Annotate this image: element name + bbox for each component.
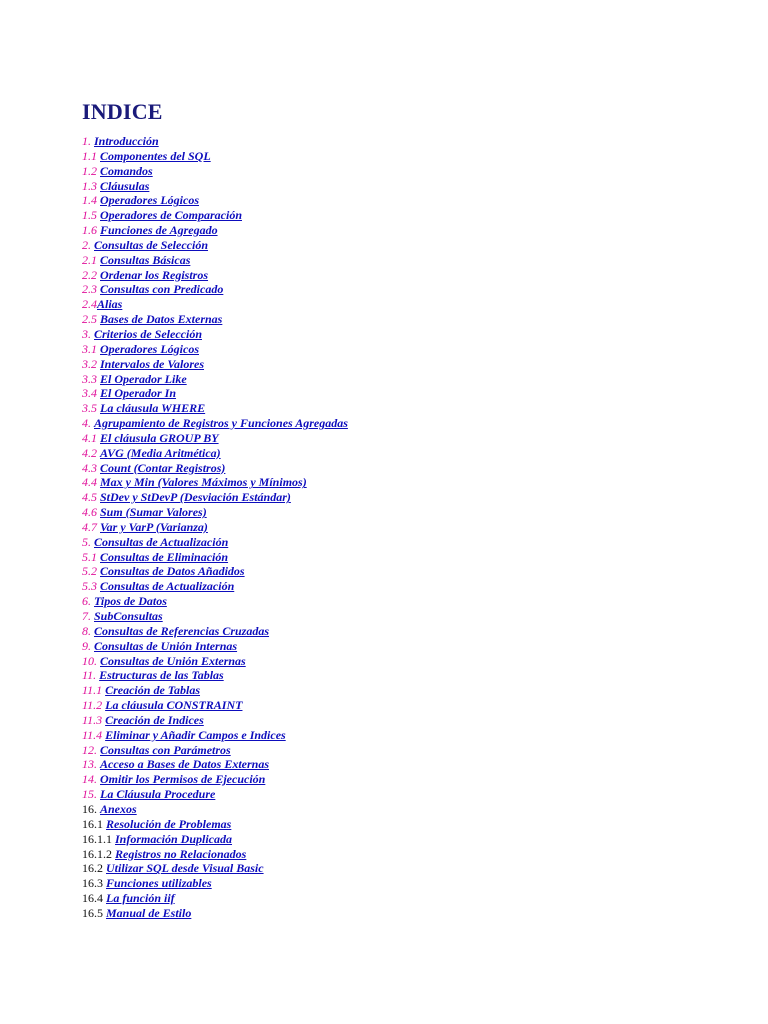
toc-entry xyxy=(82,624,742,639)
toc-entry-number: 16.1 xyxy=(82,816,103,831)
toc-entry-link[interactable]: Creación de Indices xyxy=(105,712,204,727)
toc-entry-link[interactable]: La cláusula WHERE xyxy=(100,401,206,416)
toc-entry-number: 1.4 xyxy=(82,193,97,208)
toc-entry-link[interactable]: La Cláusula Procedure xyxy=(100,787,216,802)
toc-entry-number: 5. xyxy=(82,534,91,549)
toc-entry-number: 8. xyxy=(82,623,91,638)
toc-entry-link[interactable]: Var y VarP (Varianza) xyxy=(100,519,208,534)
toc-entry-link[interactable]: Consultas con Parámetros xyxy=(100,742,231,757)
toc-entry-number: 11.3 xyxy=(82,712,103,727)
toc-entry xyxy=(82,787,742,802)
toc-entry xyxy=(82,728,742,743)
toc-entry xyxy=(82,268,742,283)
toc-entry-link[interactable]: Agrupamiento de Registros y Funciones Agregadas xyxy=(94,416,348,431)
toc-entry-link[interactable]: Estructuras de las Tablas xyxy=(99,668,224,683)
toc-entry-link[interactable]: Operadores Lógicos xyxy=(100,341,199,356)
toc-entry xyxy=(82,372,742,387)
toc-entry xyxy=(82,282,742,297)
toc-entry-number: 16. xyxy=(82,801,97,816)
toc-entry-link[interactable]: Criterios de Selección xyxy=(94,326,202,341)
toc-entry-link[interactable]: Creación de Tablas xyxy=(105,683,201,698)
toc-entry-number: 2.3 xyxy=(82,282,97,297)
toc-entry xyxy=(82,208,742,223)
toc-entry xyxy=(82,594,742,609)
toc-entry xyxy=(82,342,742,357)
toc-entry xyxy=(82,327,742,342)
toc-entry-number: 16.4 xyxy=(82,891,103,906)
toc-entry-link[interactable]: Consultas de Referencias Cruzadas xyxy=(94,623,270,638)
toc-entry xyxy=(82,891,742,906)
toc-entry-link[interactable]: Información Duplicada xyxy=(115,831,233,846)
toc-entry-link[interactable]: Omitir los Permisos de Ejecución xyxy=(100,772,266,787)
toc-entry-number: 7. xyxy=(82,609,91,623)
toc-entry-number: 1.1 xyxy=(82,148,97,163)
toc-entry-link[interactable]: Consultas de Actualización xyxy=(100,579,235,594)
toc-entry xyxy=(82,535,742,550)
toc-entry-number: 3.1 xyxy=(82,341,97,356)
toc-entry-link[interactable]: Componentes del SQL xyxy=(100,148,211,163)
toc-entry xyxy=(82,654,742,669)
toc-entry xyxy=(82,906,742,921)
toc-entry xyxy=(82,817,742,832)
toc-entry-link[interactable]: Count (Contar Registros) xyxy=(100,460,226,475)
toc-entry-number: 5.2 xyxy=(82,564,97,579)
toc-entry-link[interactable]: Ordenar los Registros xyxy=(100,267,209,282)
toc-entry xyxy=(82,564,742,579)
toc-entry-number: 16.1.1 xyxy=(82,831,112,846)
toc-entry-number: 1.6 xyxy=(82,223,97,238)
toc-entry-number: 2. xyxy=(82,237,91,252)
toc-entry xyxy=(82,475,742,490)
toc-entry-link[interactable]: Consultas de Actualización xyxy=(94,534,229,549)
toc-entry-link[interactable]: La cláusula CONSTRAINT xyxy=(105,698,243,713)
toc-entry-number: 2.1 xyxy=(82,252,97,267)
toc-entry-link[interactable]: Tipos de Datos xyxy=(94,594,167,609)
toc-entry-number: 4.7 xyxy=(82,519,97,534)
toc-entry xyxy=(82,193,742,208)
toc-entry-link[interactable]: El Operador In xyxy=(100,386,177,401)
toc-entry-number: 4.3 xyxy=(82,460,97,475)
toc-entry xyxy=(82,772,742,787)
toc-entry-number: 15. xyxy=(82,787,97,802)
toc-entry-number: 12. xyxy=(82,742,97,757)
table-of-contents xyxy=(82,134,742,921)
toc-entry-link[interactable]: Eliminar y Añadir Campos e Indices xyxy=(105,727,286,742)
toc-entry-number: 9. xyxy=(82,638,91,653)
toc-entry xyxy=(82,357,742,372)
toc-entry-link[interactable]: Resolución de Problemas xyxy=(106,816,232,831)
toc-entry xyxy=(82,520,742,535)
toc-entry-link[interactable]: Cláusulas xyxy=(100,178,150,193)
toc-entry-number: 1. xyxy=(82,134,91,148)
toc-entry-link[interactable]: Consultas de Eliminación xyxy=(100,549,229,564)
toc-entry-link[interactable]: Consultas de Datos Añadidos xyxy=(100,564,245,579)
toc-entry-number: 11.2 xyxy=(82,698,103,713)
toc-entry-number: 11.1 xyxy=(82,683,103,698)
toc-entry xyxy=(82,490,742,505)
toc-entry-link[interactable]: Consultas de Unión Externas xyxy=(100,653,246,668)
toc-entry xyxy=(82,861,742,876)
toc-entry-link[interactable]: Max y Min (Valores Máximos y Mínimos) xyxy=(100,475,307,490)
toc-entry xyxy=(82,386,742,401)
toc-entry-number: 13. xyxy=(82,757,97,772)
toc-entry-link[interactable]: El Operador Like xyxy=(100,371,187,386)
toc-entry-number: 16.1.2 xyxy=(82,846,112,861)
toc-entry xyxy=(82,713,742,728)
toc-entry-link[interactable]: AVG (Media Aritmética) xyxy=(100,445,221,460)
toc-entry-number: 4. xyxy=(82,416,91,431)
toc-entry-link[interactable]: Funciones utilizables xyxy=(106,876,212,891)
toc-entry-number: 2.5 xyxy=(82,312,97,327)
toc-entry-number: 2.2 xyxy=(82,267,97,282)
toc-entry-number: 6. xyxy=(82,594,91,609)
toc-entry-link[interactable]: Utilizar SQL desde Visual Basic xyxy=(106,861,264,876)
toc-entry xyxy=(82,312,742,327)
toc-entry-number: 14. xyxy=(82,772,97,787)
toc-entry-link[interactable]: Consultas con Predicado xyxy=(100,282,224,297)
toc-entry-link[interactable]: Funciones de Agregado xyxy=(100,223,218,238)
toc-entry xyxy=(82,668,742,683)
toc-entry xyxy=(82,847,742,862)
toc-entry-number: 4.5 xyxy=(82,490,97,505)
toc-entry-link[interactable]: Consultas de Unión Internas xyxy=(94,638,238,653)
toc-entry xyxy=(82,609,742,624)
toc-entry-number: 5.1 xyxy=(82,549,97,564)
toc-entry-number: 3.4 xyxy=(82,386,97,401)
toc-entry-number: 4.4 xyxy=(82,475,97,490)
toc-entry xyxy=(82,431,742,446)
toc-entry xyxy=(82,416,742,431)
toc-entry xyxy=(82,550,742,565)
toc-entry-link[interactable]: Comandos xyxy=(100,163,153,178)
toc-entry-number: 11.4 xyxy=(82,727,103,742)
toc-entry xyxy=(82,698,742,713)
toc-entry-number: 5.3 xyxy=(82,579,97,594)
toc-entry-link[interactable]: Registros no Relacionados xyxy=(115,846,247,861)
toc-entry-number: 4.1 xyxy=(82,430,97,445)
toc-entry-link[interactable]: Manual de Estilo xyxy=(106,905,192,920)
toc-entry-number: 2.4 xyxy=(82,297,97,312)
toc-entry xyxy=(82,253,742,268)
toc-entry-link[interactable]: El cláusula GROUP BY xyxy=(100,430,219,445)
toc-entry-number: 16.2 xyxy=(82,861,103,876)
toc-entry-link[interactable]: Sum (Sumar Valores) xyxy=(100,505,207,520)
toc-entry xyxy=(82,505,742,520)
toc-entry-number: 11. xyxy=(82,668,97,683)
toc-entry-number: 10. xyxy=(82,653,97,668)
toc-entry-number: 4.2 xyxy=(82,445,97,460)
toc-entry-link[interactable]: Operadores Lógicos xyxy=(100,193,199,208)
toc-entry xyxy=(82,757,742,772)
toc-entry xyxy=(82,446,742,461)
toc-entry xyxy=(82,238,742,253)
toc-entry-link[interactable]: Alias xyxy=(97,297,123,312)
toc-entry-number: 3.5 xyxy=(82,401,97,416)
toc-entry-link[interactable]: Intervalos de Valores xyxy=(100,356,205,371)
toc-entry-number: 1.2 xyxy=(82,163,97,178)
toc-entry-number: 1.3 xyxy=(82,178,97,193)
toc-entry-link[interactable]: Bases de Datos Externas xyxy=(100,312,223,327)
toc-entry-link[interactable]: Consultas de Selección xyxy=(94,237,209,252)
toc-entry-number: 3.3 xyxy=(82,371,97,386)
toc-entry xyxy=(82,683,742,698)
toc-entry xyxy=(82,134,742,149)
toc-entry xyxy=(82,297,742,312)
page-title: INDICE xyxy=(82,99,163,124)
toc-entry-number: 3.2 xyxy=(82,356,97,371)
toc-entry-number: 16.5 xyxy=(82,905,103,920)
toc-entry-link[interactable]: Acceso a Bases de Datos Externas xyxy=(100,757,269,772)
toc-entry xyxy=(82,164,742,179)
toc-entry xyxy=(82,461,742,476)
toc-entry-link[interactable]: Consultas Básicas xyxy=(100,252,191,267)
toc-entry xyxy=(82,639,742,654)
toc-entry-number: 16.3 xyxy=(82,876,103,891)
toc-entry xyxy=(82,802,742,817)
toc-entry xyxy=(82,223,742,238)
toc-entry-link[interactable]: Operadores de Comparación xyxy=(100,208,242,223)
toc-entry-link[interactable]: Anexos xyxy=(100,801,137,816)
toc-entry-number: 1.5 xyxy=(82,208,97,223)
toc-entry-number: 4.6 xyxy=(82,505,97,520)
toc-entry-link[interactable]: Introducción xyxy=(94,134,159,148)
toc-entry xyxy=(82,179,742,194)
toc-entry xyxy=(82,832,742,847)
toc-entry-link[interactable]: La función iif xyxy=(106,891,175,906)
document-page xyxy=(82,98,742,921)
toc-entry xyxy=(82,743,742,758)
toc-entry-number: 3. xyxy=(82,326,91,341)
toc-entry xyxy=(82,401,742,416)
toc-entry-link[interactable]: SubConsultas xyxy=(94,609,163,623)
toc-entry xyxy=(82,876,742,891)
toc-entry xyxy=(82,579,742,594)
toc-entry-link[interactable]: StDev y StDevP (Desviación Estándar) xyxy=(100,490,291,505)
toc-entry xyxy=(82,149,742,164)
